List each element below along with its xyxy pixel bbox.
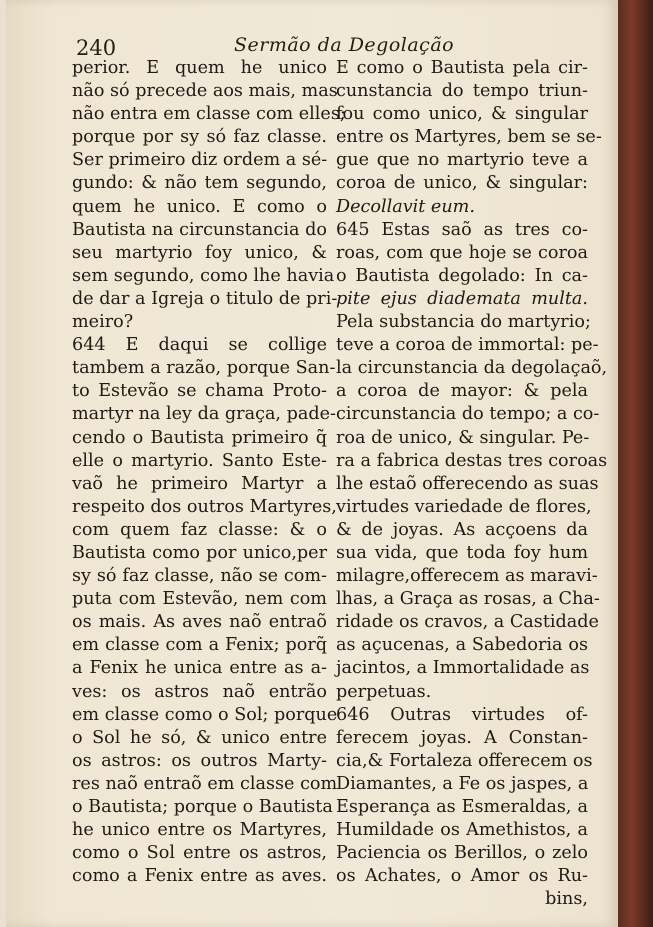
text-line: 645 Estas saõ as tres co-: [336, 219, 588, 240]
text-line: 646 Outras virtudes of-: [336, 704, 588, 725]
text-line: cunstancia do tempo triun-: [336, 81, 588, 102]
text-line: entre os Martyres, bem se se-: [336, 127, 602, 148]
text-line: gundo: & não tem segundo,: [72, 173, 327, 194]
text-line: o Sol he só, & unico entre: [72, 727, 327, 748]
text-line: Esperança as Esmeraldas, a: [336, 797, 588, 817]
text-line: pite ejus diademata multa.: [336, 288, 588, 309]
text-line: os mais. As aves naõ entraõ: [72, 612, 327, 633]
text-line: os astros: os outros Marty-: [72, 750, 327, 771]
text-line: a coroa de mayor: & pela: [336, 381, 588, 402]
text-line: como o Sol entre os astros,: [72, 843, 327, 864]
text-line: Bautista como por unico,per: [72, 542, 327, 563]
text-line: tambem a razão, porque San-: [72, 358, 336, 379]
text-line: em classe com a Fenix; porq̃: [72, 635, 327, 656]
running-title: Sermão da Degolação: [234, 34, 455, 56]
text-line: seu martyrio foy unico, &: [72, 242, 327, 263]
text-line: perior. E quem he unico: [72, 58, 327, 78]
text-line: sem segundo, como lhe havia: [72, 265, 335, 286]
text-line: com quem faz classe: & o: [72, 519, 327, 540]
text-line: cendo o Bautista primeiro q̃: [72, 427, 327, 448]
text-line: 644 E daqui se collige: [72, 335, 327, 356]
text-line: E como o Bautista pela cir-: [336, 58, 588, 78]
text-line: meiro?: [72, 312, 134, 333]
text-line: de dar a Igreja o titulo de pri-: [72, 288, 338, 309]
text-line: sy só faz classe, não se com-: [72, 566, 327, 587]
text-line: o Bautista degolado: In ca-: [336, 265, 588, 286]
text-line: Diamantes, a Fe os jaspes, a: [336, 773, 589, 794]
text-line: ferecem joyas. A Constan-: [336, 727, 588, 748]
text-line: Paciencia os Berillos, o zelo: [336, 843, 588, 864]
text-line: lhas, a Graça as rosas, a Cha-: [336, 589, 600, 610]
text-line: não só precede aos mais, mas: [72, 81, 338, 102]
text-line: roa de unico, & singular. Pe-: [336, 427, 590, 448]
text-line: Bautista na circunstancia do: [72, 219, 327, 240]
text-line: como a Fenix entre as aves.: [72, 866, 327, 887]
text-line: martyr na ley da graça, pade-: [72, 404, 336, 425]
text-line: res naõ entraõ em classe com: [72, 773, 338, 794]
text-line: coroa de unico, & singular:: [336, 173, 588, 194]
text-line: lhe estaõ offerecendo as suas: [336, 473, 599, 494]
text-line: o Bautista; porque o Bautista: [72, 797, 333, 817]
text-line: os Achates, o Amor os Ru-: [336, 866, 588, 887]
text-line: sua vida, que toda foy hum: [336, 542, 588, 563]
page-number: 240: [76, 36, 117, 60]
text-line: Ser primeiro diz ordem a sé-: [72, 150, 328, 171]
text-line: ridade os cravos, a Castidade: [336, 612, 599, 633]
text-line: to Estevão se chama Proto-: [72, 381, 327, 402]
text-line: Humildade os Amethistos, a: [336, 820, 588, 841]
text-line: circunstancia do tempo; a co-: [336, 404, 600, 425]
text-line: a Fenix he unica entre as a-: [72, 658, 327, 679]
text-line: vaõ he primeiro Martyr a: [72, 473, 327, 494]
right-text-column: [336, 57, 608, 911]
text-line: virtudes variedade de flores,: [336, 496, 592, 517]
text-line: milagre,offerecem as maravi-: [336, 566, 598, 587]
text-line: ves: os astros naõ entrão: [72, 681, 327, 702]
left-text-column: [72, 57, 346, 888]
text-line: Pela substancia do martyrio;: [336, 312, 591, 333]
text-line: não entra em classe com elles;: [72, 104, 346, 125]
text-line: elle o martyrio. Santo Este-: [72, 450, 327, 471]
text-line: perpetuas.: [336, 681, 432, 702]
text-line: gue que no martyrio teve a: [336, 150, 588, 171]
text-line: bins,: [545, 889, 588, 910]
text-line: fou como unico, & singular: [336, 104, 588, 125]
book-binding-edge: [618, 0, 653, 927]
text-line: respeito dos outros Martyres,: [72, 496, 337, 517]
text-line: quem he unico. E como o: [72, 196, 327, 217]
text-line: roas, com que hoje se coroa: [336, 242, 588, 263]
text-line: cia,& Fortaleza offerecem os: [336, 750, 593, 771]
text-line: teve a coroa de immortal: pe-: [336, 335, 599, 356]
text-line: & de joyas. As acçoens da: [336, 519, 588, 540]
text-line: la circunstancia da degolaçaõ,: [336, 358, 608, 379]
text-line: as açucenas, a Sabedoria os: [336, 635, 588, 656]
text-line: em classe como o Sol; porque: [72, 704, 338, 725]
text-line: ra a fabrica destas tres coroas: [336, 450, 608, 471]
text-line: porque por sy só faz classe.: [72, 127, 327, 148]
text-line: puta com Estevão, nem com: [72, 589, 327, 610]
text-line: jacintos, a Immortalidade as: [336, 658, 590, 679]
text-line: he unico entre os Martyres,: [72, 820, 327, 841]
text-line: Decollavit eum.: [336, 196, 475, 217]
